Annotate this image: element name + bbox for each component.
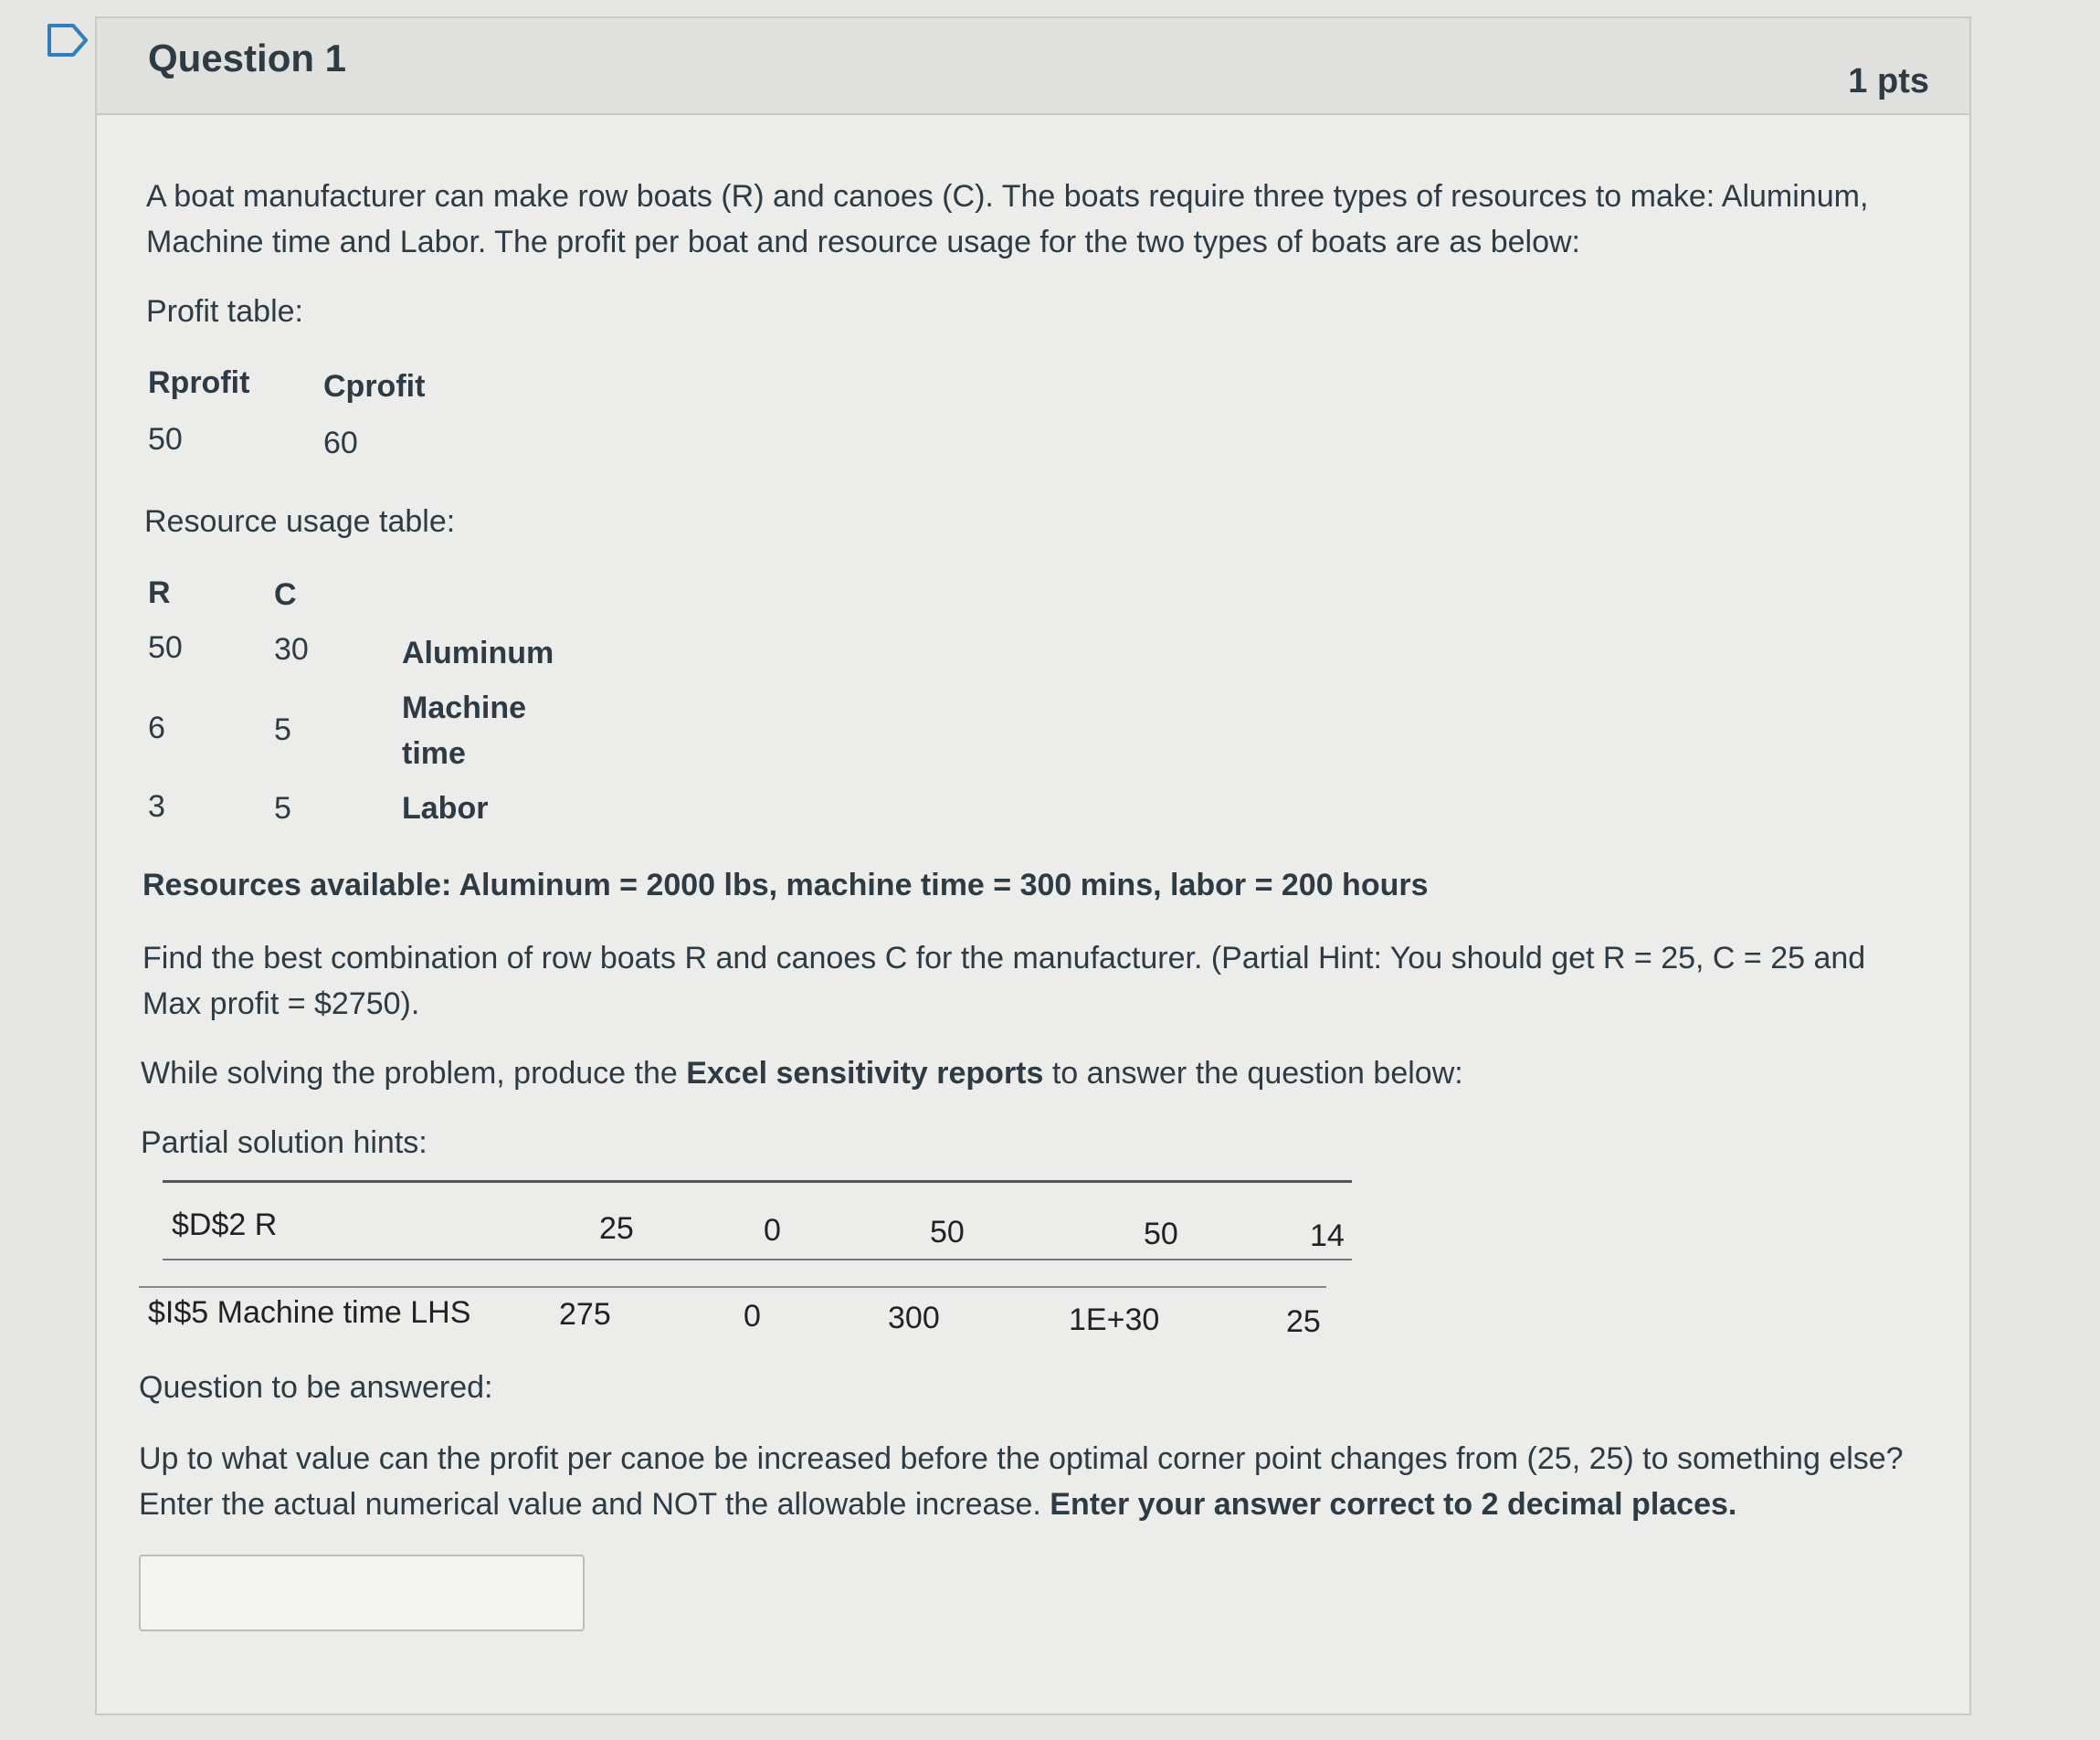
hints-rule-top (163, 1180, 1352, 1183)
resource-row-labor-c: 5 (274, 791, 291, 826)
hint-row-2-allowable-decrease: 25 (1286, 1304, 1321, 1339)
resources-available: Resources available: Aluminum = 2000 lbs, machine time = 300 mins, labor = 200 hours (142, 868, 1429, 902)
question-card (95, 16, 1971, 1715)
hint-row-2-name: $I$5 Machine time LHS (148, 1295, 471, 1330)
hint-row-1-objective-coef: 50 (930, 1215, 965, 1250)
sensitivity-bold: Excel sensitivity reports (686, 1056, 1044, 1091)
resource-row-aluminum-c: 30 (274, 632, 309, 667)
question-text-line-2 (139, 1482, 1736, 1527)
intro-line-1: A boat manufacturer can make row boats (R) and canoes (C). The boats require three types of resources to make: Aluminum, (146, 179, 1869, 214)
resource-row-machine-name-1: Machine (402, 691, 527, 725)
question-points: 1 pts (1848, 62, 1929, 100)
bookmark-icon[interactable] (46, 22, 90, 58)
sensitivity-instruction (141, 1050, 1463, 1096)
question-label: Question to be answered: (139, 1370, 493, 1405)
hint-row-1-allowable-increase: 50 (1144, 1217, 1178, 1251)
resource-row-machine-r: 6 (148, 711, 165, 745)
question-text-line-2-plain: Enter the actual numerical value and NOT the allowable increase. (139, 1487, 1050, 1522)
profit-value-r: 50 (148, 422, 183, 457)
hint-row-2-final-value: 275 (559, 1297, 611, 1332)
resource-row-machine-name-2: time (402, 736, 466, 771)
profit-header-c: Cprofit (323, 369, 426, 404)
profit-table-label: Profit table: (146, 294, 303, 329)
question-text-line-1: Up to what value can the profit per canoe be increased before the optimal corner point changes from (25, 25) to something else? (139, 1441, 1904, 1476)
question-title: Question 1 (148, 37, 347, 79)
resource-row-machine-c: 5 (274, 712, 291, 747)
resource-header-r: R (148, 575, 171, 610)
question-header (97, 18, 1969, 115)
resource-row-aluminum-r: 50 (148, 630, 183, 665)
task-line-2: Max profit = $2750). (142, 986, 420, 1021)
hints-label: Partial solution hints: (141, 1125, 427, 1160)
hints-rule-mid (163, 1259, 1352, 1260)
resource-table-label: Resource usage table: (144, 504, 456, 539)
hints-rule-row-2 (139, 1286, 1326, 1288)
resource-row-labor-r: 3 (148, 789, 165, 824)
profit-header-r: Rprofit (148, 365, 250, 400)
hint-row-1-reduced-cost: 0 (764, 1213, 781, 1248)
hint-row-2-allowable-increase: 1E+30 (1069, 1302, 1160, 1337)
hint-row-1-name: $D$2 R (172, 1207, 278, 1242)
resource-row-aluminum-name: Aluminum (402, 636, 554, 670)
sensitivity-prefix: While solving the problem, produce the (141, 1056, 687, 1091)
hint-row-2-constraint-rhs: 300 (888, 1301, 940, 1335)
hint-row-1-final-value: 25 (599, 1211, 634, 1246)
sensitivity-suffix: to answer the question below: (1043, 1056, 1463, 1091)
task-line-1: Find the best combination of row boats R and canoes C for the manufacturer. (Partial Hint: You should get R = 25, C = 25 and (142, 941, 1866, 975)
answer-input[interactable] (139, 1555, 585, 1631)
hint-row-1-allowable-decrease: 14 (1310, 1218, 1345, 1253)
resource-header-c: C (274, 577, 297, 612)
resource-row-labor-name: Labor (402, 791, 489, 826)
intro-line-2: Machine time and Labor. The profit per boat and resource usage for the two types of boats are as below: (146, 225, 1580, 259)
hint-row-2-shadow-price: 0 (744, 1299, 761, 1334)
profit-value-c: 60 (323, 426, 358, 460)
question-text-line-2-bold: Enter your answer correct to 2 decimal places. (1050, 1487, 1737, 1522)
